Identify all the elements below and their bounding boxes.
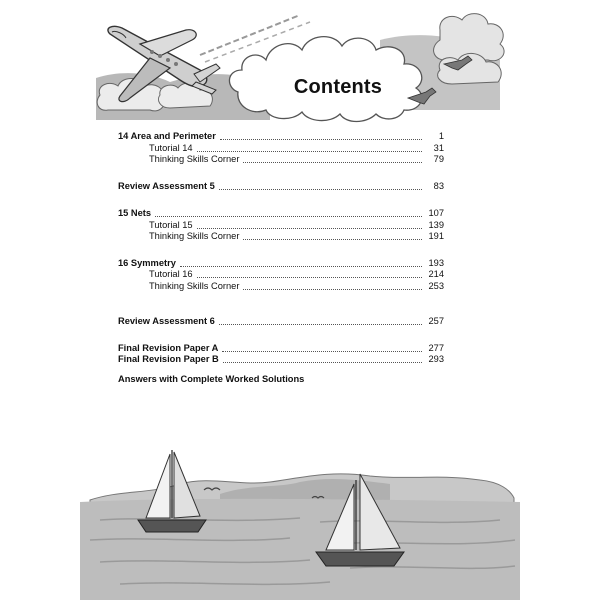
toc-page-number: 191: [428, 231, 444, 241]
toc-entry-label: Final Revision Paper B: [118, 354, 219, 364]
dot-leader: [197, 220, 422, 232]
toc-entry: [118, 208, 444, 220]
toc-entry-label: Thinking Skills Corner: [149, 231, 240, 241]
dot-leader: [155, 208, 422, 220]
dot-leader: [222, 343, 422, 355]
toc-entry-label: Thinking Skills Corner: [149, 154, 240, 164]
toc-entry-label: 14 Area and Perimeter: [118, 131, 216, 141]
toc-entry-label: 16 Symmetry: [118, 257, 176, 268]
toc-entry-label: 15 Nets: [118, 208, 152, 218]
toc-subentry: [118, 231, 444, 243]
dot-leader: [243, 154, 422, 166]
toc-page-number: 107: [428, 208, 444, 218]
toc-entry-label: Review Assessment 5: [118, 180, 215, 191]
toc-entry: [118, 354, 444, 366]
toc-page-number: 214: [428, 269, 444, 279]
dot-leader: [219, 181, 422, 193]
toc-subentry: [118, 220, 444, 232]
toc-entry: [118, 181, 444, 193]
toc-page-number: 257: [428, 316, 444, 326]
dot-leader: [197, 143, 422, 155]
toc-entry-label: Thinking Skills Corner: [149, 280, 240, 291]
toc-page-number: 139: [428, 219, 444, 230]
toc-subentry: [118, 269, 444, 281]
dot-leader: [243, 231, 422, 243]
dot-leader: [223, 354, 422, 366]
toc-page-number: 83: [433, 180, 444, 191]
toc-subentry: [118, 143, 444, 155]
dot-leader: [243, 281, 422, 293]
toc-page-number: 31: [433, 142, 444, 153]
toc-page-number: 79: [433, 154, 444, 164]
dot-leader: [180, 258, 422, 270]
toc-entry-label: Final Revision Paper A: [118, 342, 219, 353]
toc-page-number: 1: [438, 131, 444, 141]
toc-entry: [118, 343, 444, 355]
toc-page-number: 253: [428, 280, 444, 291]
dot-leader: [219, 316, 422, 328]
answers-heading: Answers with Complete Worked Solutions: [118, 374, 305, 384]
toc-page-number: 193: [428, 257, 444, 268]
dot-leader: [220, 131, 422, 143]
sailboats-illustration: [0, 440, 600, 600]
toc-entry: [118, 316, 444, 328]
dot-leader: [197, 269, 422, 281]
toc-subentry: [118, 281, 444, 293]
toc-entry-label: Tutorial 15: [149, 219, 193, 230]
toc-entry: [118, 258, 444, 270]
toc-entry-label: Tutorial 14: [149, 142, 193, 153]
airplane-clouds-illustration: [0, 0, 600, 130]
toc-entry-label: Review Assessment 6: [118, 316, 215, 326]
toc-entry-label: Tutorial 16: [149, 269, 193, 279]
toc-page-number: 293: [428, 354, 444, 364]
page-title: Contents: [293, 76, 383, 98]
toc-subentry: [118, 154, 444, 166]
toc-entry: [118, 131, 444, 143]
table-of-contents: [118, 131, 444, 366]
toc-page-number: 277: [428, 342, 444, 353]
